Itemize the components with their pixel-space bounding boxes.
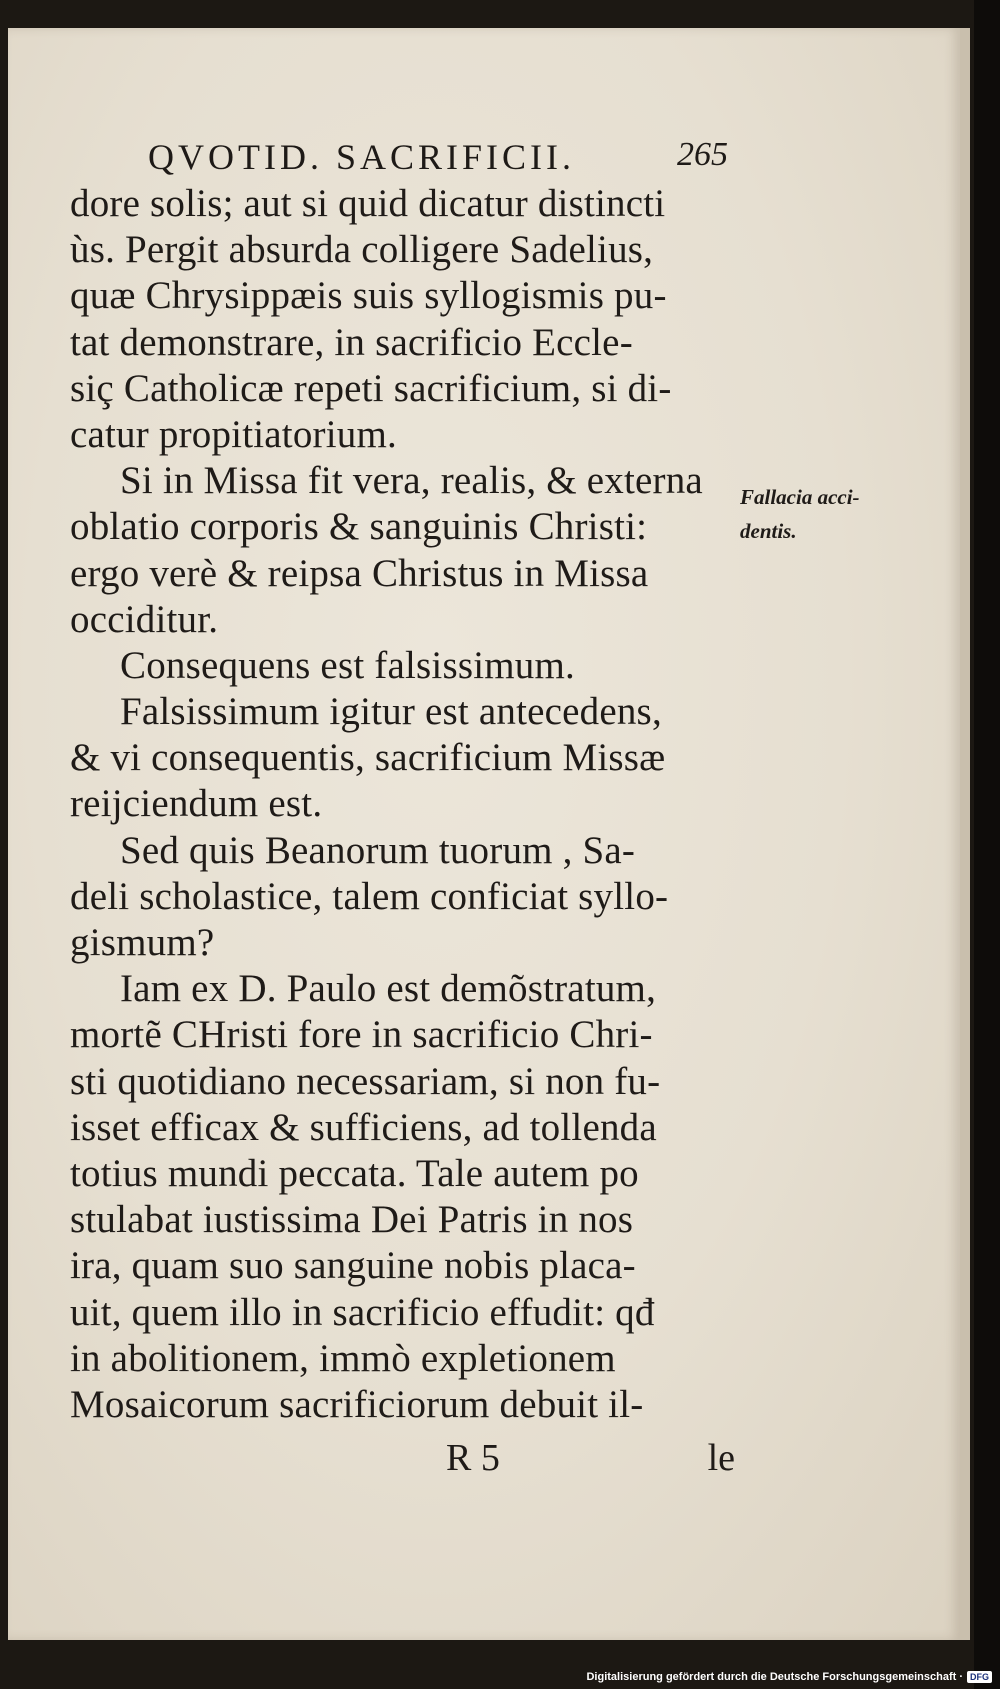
text-line: gismum? xyxy=(70,921,215,964)
text-line: Consequens est falsissimum. xyxy=(120,643,575,687)
book-page xyxy=(8,28,970,1640)
text-line: uit, quem illo in sacrificio effudit: qđ xyxy=(70,1290,655,1334)
text-line: tat demonstrare, in sacrificio Eccle- xyxy=(70,320,633,364)
running-title: QVOTID. SACRIFICII. xyxy=(148,137,575,177)
text-line: ergo verè & reipsa Christus in Missa xyxy=(70,551,649,595)
marginal-note-line: Fallacia acci- xyxy=(740,485,860,509)
scan-edge xyxy=(974,0,1000,1689)
text-line: dore solis; aut si quid dicatur distincti xyxy=(70,182,666,225)
text-line: ira, quam suo sanguine nobis placa- xyxy=(70,1244,636,1288)
text-line: oblatio corporis & sanguinis Christi: xyxy=(70,505,648,549)
credit-text: Digitalisierung gefördert durch die Deutsche Forschungsgemeinschaft · xyxy=(586,1671,963,1683)
page-footer xyxy=(8,1436,735,1486)
text-line: stulabat iustissima Dei Patris in nos xyxy=(70,1198,634,1242)
marginal-note xyxy=(740,480,860,548)
text-line: siç Catholicæ repeti sacrificium, si di- xyxy=(70,366,672,410)
text-line: & vi consequentis, sacrificium Missæ xyxy=(70,736,666,780)
marginal-note-line: dentis. xyxy=(740,519,797,543)
text-line: Falsissimum igitur est antecedens, xyxy=(120,690,662,734)
digitization-credit xyxy=(586,1671,992,1683)
text-line: sti quotidiano necessariam, si non fu- xyxy=(70,1059,661,1103)
catchword: le xyxy=(707,1437,735,1479)
text-line: reijciendum est. xyxy=(70,782,323,826)
text-line: quæ Chrysippæis suis syllogismis pu- xyxy=(70,274,667,318)
text-line: Mosaicorum sacrificiorum debuit il- xyxy=(70,1382,644,1426)
text-line: isset efficax & sufficiens, ad tollenda xyxy=(70,1105,657,1149)
text-line: catur propitiatorium. xyxy=(70,412,397,456)
signature-mark: R 5 xyxy=(446,1437,500,1479)
body-text xyxy=(70,181,735,1428)
text-line: Si in Missa fit vera, realis, & externa xyxy=(120,459,703,503)
text-line: deli scholastice, talem conficiat syllo- xyxy=(70,874,669,918)
text-line: occiditur. xyxy=(70,597,219,641)
text-line: Iam ex D. Paulo est demõstratum, xyxy=(120,967,657,1011)
page-number: 265 xyxy=(677,136,728,173)
page-header xyxy=(148,136,728,186)
text-line: Sed quis Beanorum tuorum , Sa- xyxy=(120,828,636,872)
text-line: ùs. Pergit absurda colligere Sadelius, xyxy=(70,228,654,272)
text-line: mortẽ CHristi fore in sacrificio Chri- xyxy=(70,1013,653,1057)
text-line: in abolitionem, immò expletionem xyxy=(70,1336,616,1380)
text-line: totius mundi peccata. Tale autem po xyxy=(70,1151,639,1195)
dfg-logo-icon: DFG xyxy=(967,1671,992,1683)
